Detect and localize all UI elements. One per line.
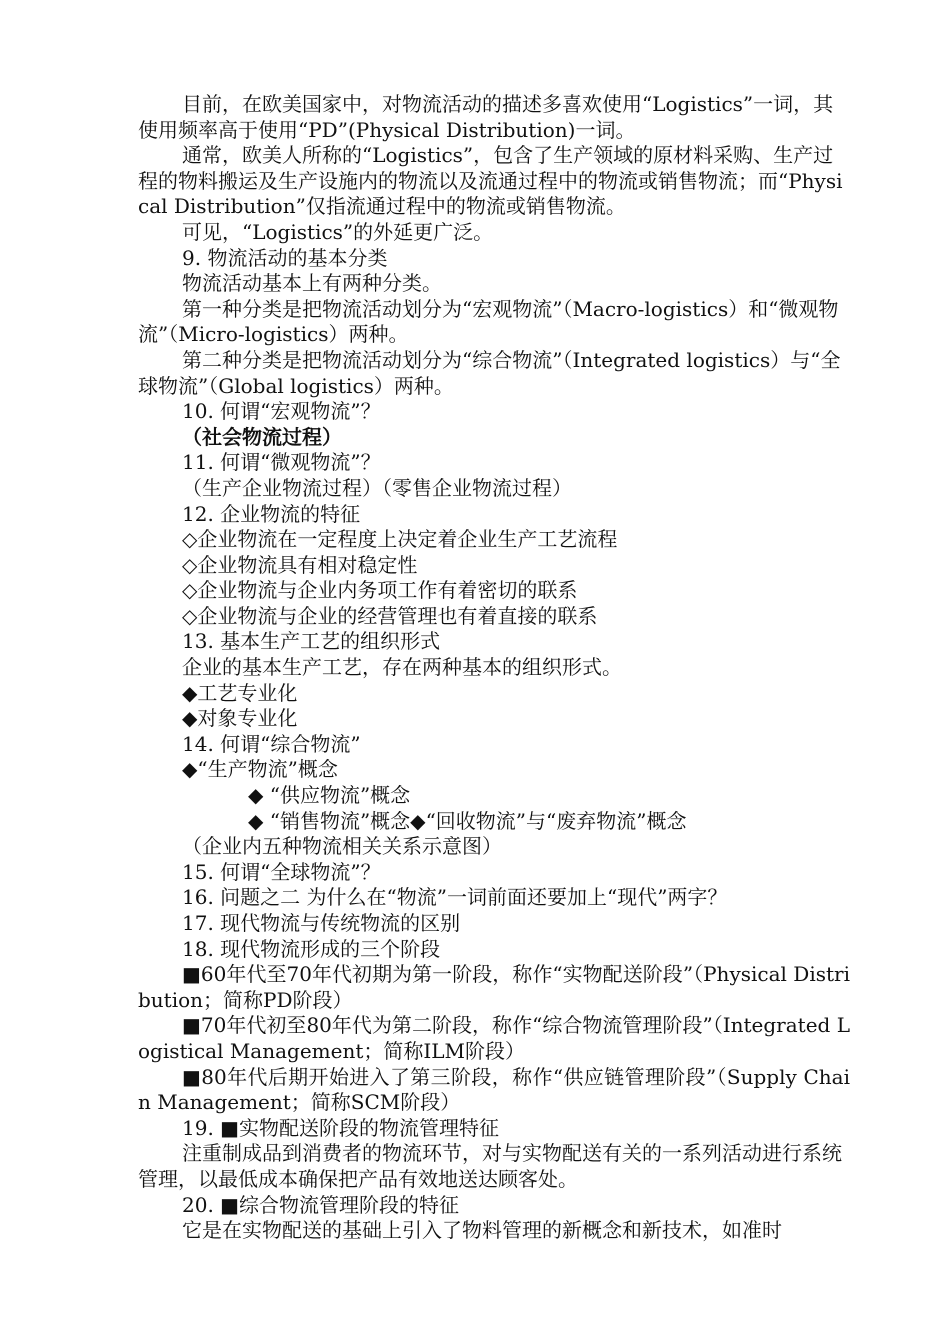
paragraph-first-classification: 第一种分类是把物流活动划分为“宏观物流”（Macro-logistics）和“微观物流”（Micro-logistics）两种。 <box>138 296 839 347</box>
heading-9: 9. 物流活动的基本分类 <box>182 245 388 270</box>
heading-17: 17. 现代物流与传统物流的区别 <box>182 911 461 935</box>
stage-three-paragraph: ■80年代后期开始进入了第三阶段，称作“供应链管理阶段”（Supply Chain Management；简称SCM阶段） <box>138 1064 850 1115</box>
paragraph-organization-forms: 企业的基本生产工艺，存在两种基本的组织形式。 <box>182 655 622 680</box>
stage-one-paragraph: ■60年代至70年代初期为第一阶段，称作“实物配送阶段”（Physical Distribution；简称PD阶段） <box>138 962 850 1012</box>
list-item: ◇企业物流与企业内务项工作有着密切的联系 <box>182 578 578 603</box>
list-item: ◇企业物流具有相对稳定性 <box>182 552 418 577</box>
list-item: ◆对象专业化 <box>182 706 298 731</box>
paragraph-two-classifications: 物流活动基本上有两种分类。 <box>182 271 442 296</box>
heading-11: 11. 何谓“微观物流”？ <box>182 450 381 475</box>
heading-15: 15. 何谓“全球物流”？ <box>182 859 381 884</box>
heading-13: 13. 基本生产工艺的组织形式 <box>182 629 441 654</box>
heading-19: 19. ■实物配送阶段的物流管理特征 <box>182 1115 500 1140</box>
paragraph-logistics-scope: 通常，欧美人所称的“Logistics”，包含了生产领域的原材料采购、生产过程的物料搬运及生产设施内的物流以及流通过程中的物流或销售物流；而“Physical Distribution”仅指流通过程中的物流或销售物流。 <box>138 143 843 219</box>
list-item: ◇企业物流与企业的经营管理也有着直接的联系 <box>182 603 598 628</box>
paragraph-pd-features: 注重制成品到消费者的物流环节，对与实物配送有关的一系列活动进行系统管理，以最低成本确保把产品有效地送达顾客处。 <box>138 1141 842 1191</box>
note-diagram-caption: （企业内五种物流相关关系示意图） <box>182 834 502 859</box>
stage-two-paragraph: ■70年代初至80年代为第二阶段，称作“综合物流管理阶段”（Integrated Logistical Management；简称ILM阶段） <box>138 1013 850 1063</box>
heading-20: 20. ■综合物流管理阶段的特征 <box>182 1192 460 1217</box>
list-item: ◆ “销售物流”概念◆“回收物流”与“废弃物流”概念 <box>248 808 687 833</box>
heading-14: 14. 何谓“综合物流” <box>182 731 361 756</box>
list-item: ◆工艺专业化 <box>182 680 298 705</box>
paragraph-second-classification: 第二种分类是把物流活动划分为“综合物流”（Integrated logistics）与“全球物流”（Global logistics）两种。 <box>138 347 841 398</box>
paragraph-logistics-extension: 可见，“Logistics”的外延更广泛。 <box>182 219 494 244</box>
list-item: ◇企业物流在一定程度上决定着企业生产工艺流程 <box>182 527 618 552</box>
list-item: ◆“生产物流”概念 <box>182 757 338 782</box>
note-social-logistics: （社会物流过程） <box>182 424 342 449</box>
document-body <box>138 92 850 1244</box>
heading-16: 16. 问题之二 为什么在“物流”一词前面还要加上“现代”两字？ <box>182 885 728 910</box>
heading-18: 18. 现代物流形成的三个阶段 <box>182 936 441 961</box>
paragraph-logistics-usage: 目前，在欧美国家中，对物流活动的描述多喜欢使用“Logistics”一词，其使用频率高于使用“PD”(Physical Distribution)一词。 <box>138 92 834 142</box>
list-item: ◆ “供应物流”概念 <box>248 783 411 808</box>
paragraph-ilm-features: 它是在实物配送的基础上引入了物料管理的新概念和新技术，如准时 <box>182 1218 782 1243</box>
note-micro-logistics: （生产企业物流过程）（零售企业物流过程） <box>182 475 572 500</box>
heading-10: 10. 何谓“宏观物流”？ <box>182 399 381 424</box>
heading-12: 12. 企业物流的特征 <box>182 501 361 526</box>
